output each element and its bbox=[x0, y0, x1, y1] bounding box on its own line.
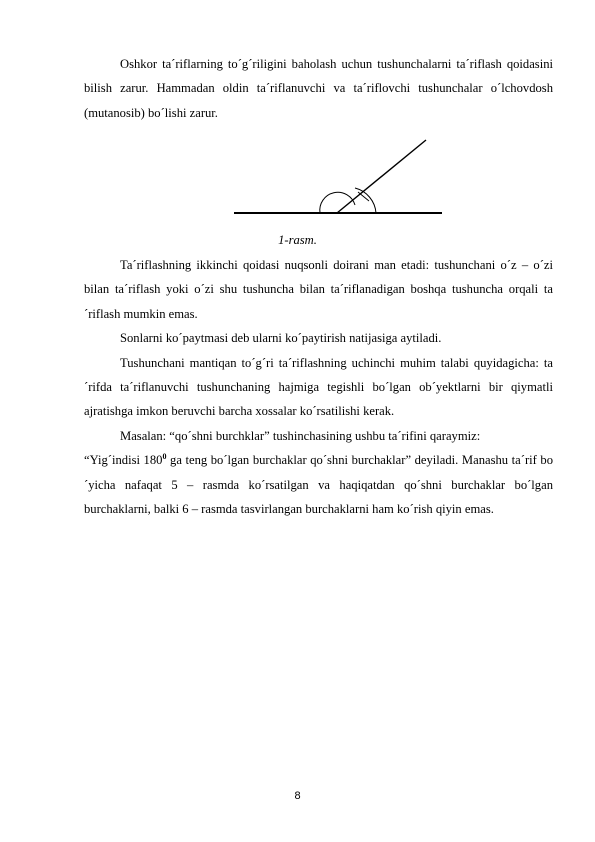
paragraph-5: Masalan: “qo´shni burchklar” tushinchasining ushbu ta´rifini qaraymiz: bbox=[120, 428, 481, 443]
paragraph-3: Sonlarni ko´paytmasi deb ularni ko´paytirish natijasiga aytiladi. bbox=[120, 331, 442, 346]
body-text bbox=[84, 253, 553, 521]
angle-ray bbox=[337, 140, 426, 213]
angle-figure bbox=[230, 138, 446, 218]
paragraph-6 bbox=[84, 448, 553, 521]
quote-text-end: ga teng bo´lgan burchaklar qo´shni burchaklar” deyiladi. bbox=[166, 453, 462, 468]
degree-superscript: 0 bbox=[162, 452, 167, 462]
page-number: 8 bbox=[294, 790, 301, 802]
paragraph-6-continuation: Manashu ta´rif bo´yicha nafaqat 5 – rasmda ko´rsatilgan va haqiqatdan qo´shni burchaklar bo´lgan burchaklarni, balki 6 – rasmda tasvirlangan burchaklarni ham ko´rish qiyin emas. bbox=[84, 453, 554, 517]
paragraph-2: Ta´riflashning ikkinchi qoidasi nuqsonli doirani man etadi: tushunchani o´z – o´zi bilan ta´riflash yoki o´zi shu tushuncha bilan ta´riflanadigan boshqa tushuncha orqali ta´riflash mumkin emas. bbox=[84, 258, 553, 321]
paragraph-1: Oshkor ta´riflarning to´g´riligini baholash uchun tushunchalarni ta´riflash qoidasini bilish zarur. Hammadan oldin ta´riflanuvchi va ta´riflovchi tushunchalar o´lchovdosh (mutanosib) bo´lishi zarur. bbox=[84, 57, 553, 120]
paragraph-4: Tushunchani mantiqan to´g´ri ta´riflashning uchinchi muhim talabi quyidagicha: ta´rifda ta´riflanuvchi tushunchaning hajmiga tegishli bo´lgan ob´yektlarni bir qiymatli ajratishga imkon beruvchi barcha xossalar ko´rsatilishi kerak. bbox=[84, 355, 553, 419]
angle-mark bbox=[358, 192, 369, 201]
paragraph-1-block bbox=[84, 52, 553, 125]
angle-arc-2 bbox=[355, 188, 376, 213]
figure-caption: 1-rasm. bbox=[278, 233, 317, 247]
quote-text-start: “Yig´indisi 180 bbox=[84, 453, 163, 468]
